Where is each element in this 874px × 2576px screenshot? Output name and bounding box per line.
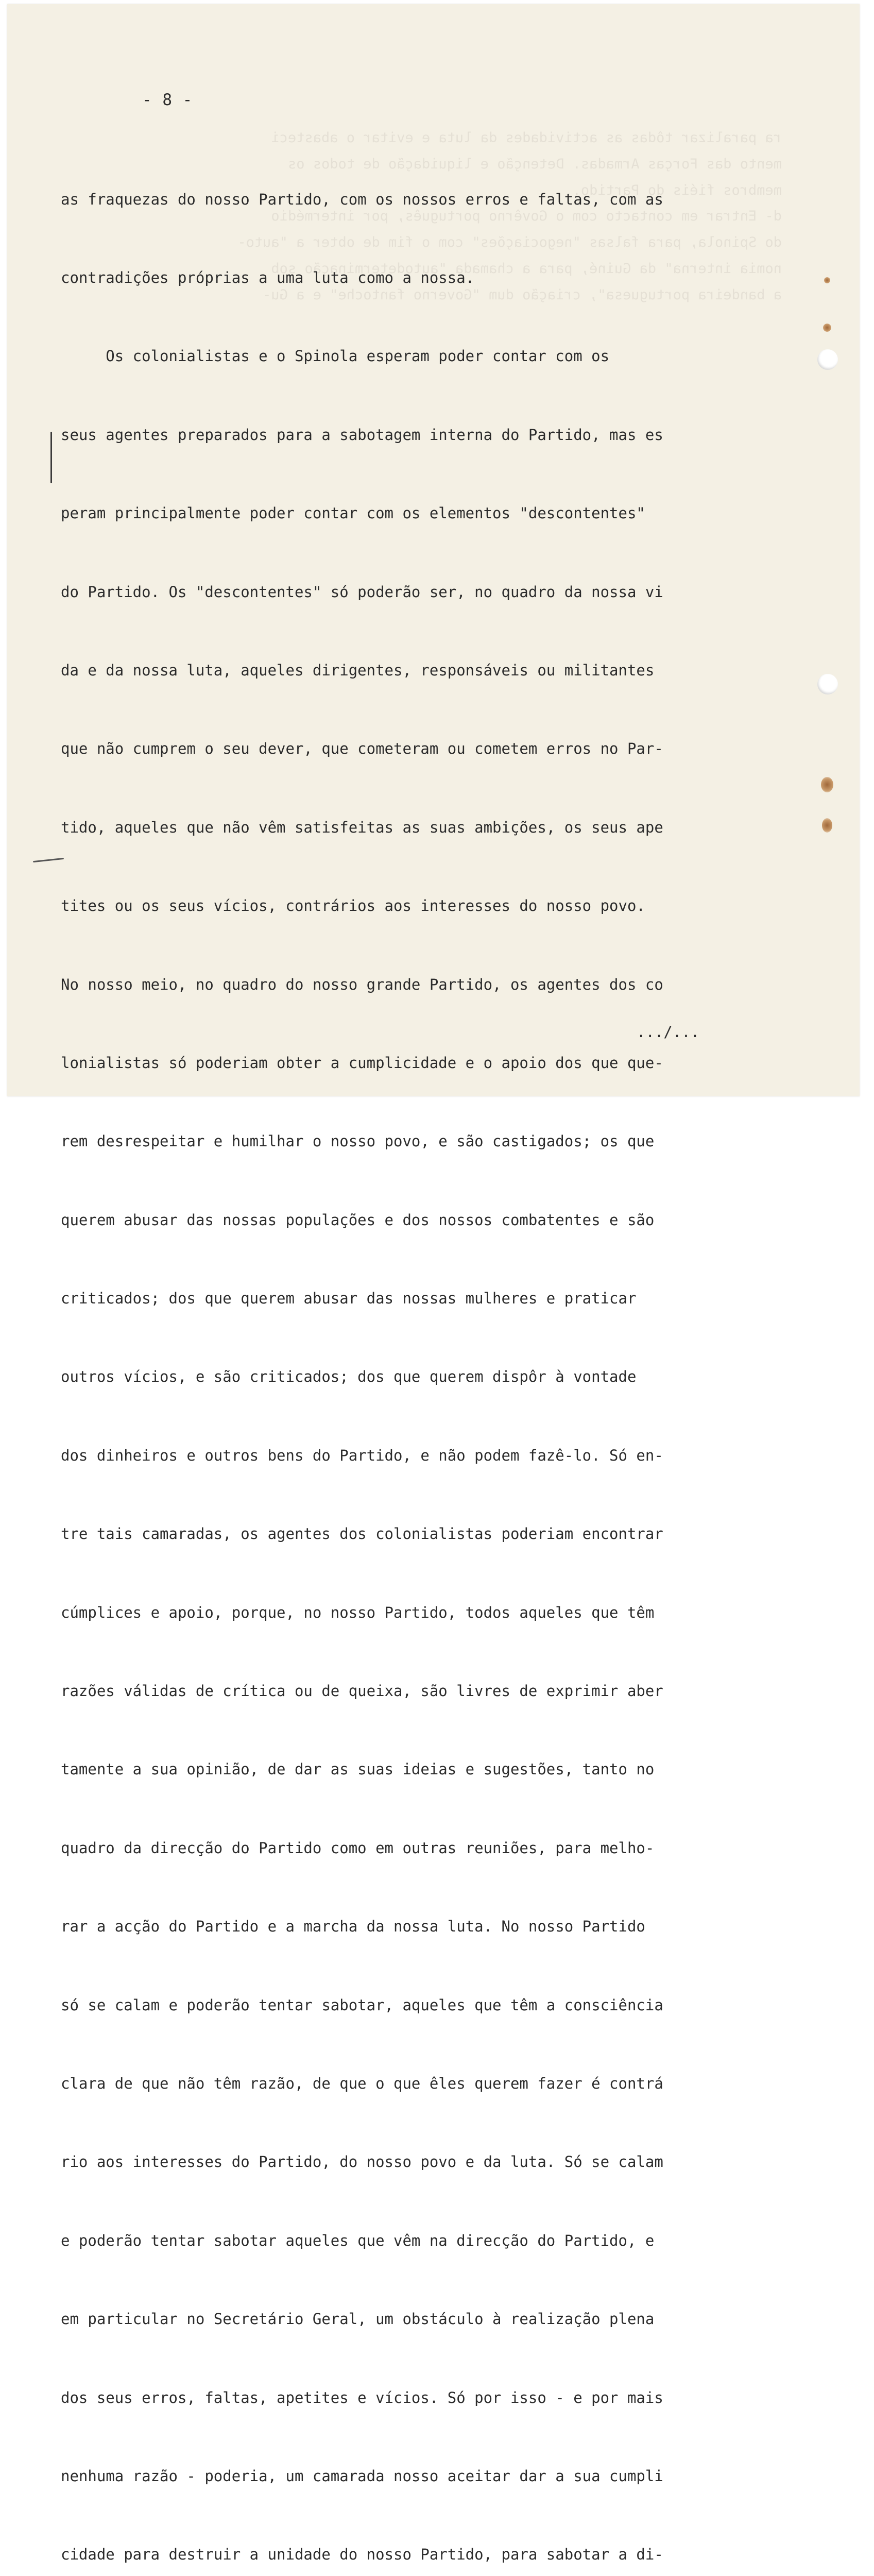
- text-line: e poderão tentar sabotar aqueles que vêm na direcção do Partido, e: [61, 2231, 655, 2249]
- text-line: peram principalmente poder contar com os elementos "descontentes": [61, 504, 645, 522]
- text-line: cidade para destruir a unidade do nosso Partido, para sabotar a di-: [61, 2546, 663, 2564]
- text-line: clara de que não têm razão, de que o que êles querem fazer é contrá: [61, 2074, 663, 2092]
- text-line: quadro da direcção do Partido como em outras reuniões, para melho-: [61, 1839, 655, 1857]
- rust-spot: [824, 277, 830, 283]
- text-line: em particular no Secretário Geral, um obstáculo à realização plena: [61, 2310, 655, 2328]
- text-line: rar a acção do Partido e a marcha da nossa luta. No nosso Partido: [61, 1918, 645, 1936]
- text-line: querem abusar das nossas populações e dos nossos combatentes e são: [61, 1211, 655, 1229]
- margin-pencil-mark: [50, 432, 52, 483]
- text-line: contradições próprias a uma luta como a nossa.: [61, 268, 475, 286]
- continuation-marker: .../...: [637, 1023, 700, 1041]
- text-line: dos seus erros, faltas, apetites e vícios. Só por isso - e por mais: [61, 2388, 663, 2406]
- text-line: rio aos interesses do Partido, do nosso povo e da luta. Só se calam: [61, 2153, 663, 2171]
- text-line: as fraquezas do nosso Partido, com os nossos erros e faltas, com as: [61, 190, 663, 208]
- punch-hole: [817, 674, 838, 694]
- text-line: da e da nossa luta, aqueles dirigentes, responsáveis ou militantes: [61, 661, 655, 679]
- rust-spot: [821, 777, 833, 792]
- rust-spot: [823, 324, 831, 332]
- rust-spot: [822, 818, 832, 833]
- text-line: tre tais camaradas, os agentes dos colonialistas poderiam encontrar: [61, 1525, 663, 1543]
- punch-hole: [817, 349, 838, 370]
- text-line: criticados; dos que querem abusar das nossas mulheres e praticar: [61, 1290, 637, 1308]
- margin-arrow-mark: [33, 858, 64, 862]
- text-line: seus agentes preparados para a sabotagem interna do Partido, mas es: [61, 426, 663, 444]
- text-line: lonialistas só poderiam obter a cumplicidade e o apoio dos que que-: [61, 1054, 663, 1072]
- text-line: razões válidas de crítica ou de queixa, são livres de exprimir aber: [61, 1682, 663, 1700]
- text-line: No nosso meio, no quadro do nosso grande Partido, os agentes dos co: [61, 975, 663, 993]
- text-line: Os colonialistas e o Spinola esperam poder contar com os: [61, 347, 610, 365]
- text-line: nenhuma razão - poderia, um camarada nosso aceitar dar a sua cumpli: [61, 2467, 663, 2485]
- typewritten-body: [61, 134, 782, 2576]
- text-line: que não cumprem o seu dever, que cometeram ou cometem erros no Par-: [61, 740, 663, 758]
- text-line: tido, aqueles que não vêm satisfeitas as suas ambições, os seus ape: [61, 818, 663, 836]
- text-line: dos dinheiros e outros bens do Partido, e não podem fazê-lo. Só en-: [61, 1446, 663, 1464]
- page-number: - 8 -: [142, 91, 193, 109]
- text-line: cúmplices e apoio, porque, no nosso Partido, todos aqueles que têm: [61, 1603, 655, 1621]
- text-line: outros vícios, e são criticados; dos que querem dispôr à vontade: [61, 1368, 637, 1386]
- typewritten-page: [7, 4, 860, 2564]
- text-line: tites ou os seus vícios, contrários aos interesses do nosso povo.: [61, 897, 645, 915]
- text-line: do Partido. Os "descontentes" só poderão ser, no quadro da nossa vi: [61, 583, 663, 601]
- text-line: só se calam e poderão tentar sabotar, aqueles que têm a consciência: [61, 1996, 663, 2014]
- show-through-text: ra paralizar tôdas as actividades da luta e evitar o abasteci mento das Forças Armadas. Detenção e liquidação de todos os membros fiéis do Partido. d- Entrar em contacto com o Govêrno português, por intermédio do Spinola, para falsas "negociações" com o fim de obter a "auto- nomia interna" da Guiné, para a chamada "autodeterminação sob a bandeira portuguesa", criação dum "Governo fantoche" e a Gu-: [237, 130, 782, 303]
- text-line: tamente a sua opinião, de dar as suas ideias e sugestões, tanto no: [61, 1760, 655, 1778]
- text-line: rem desrespeitar e humilhar o nosso povo, e são castigados; os que: [61, 1132, 655, 1150]
